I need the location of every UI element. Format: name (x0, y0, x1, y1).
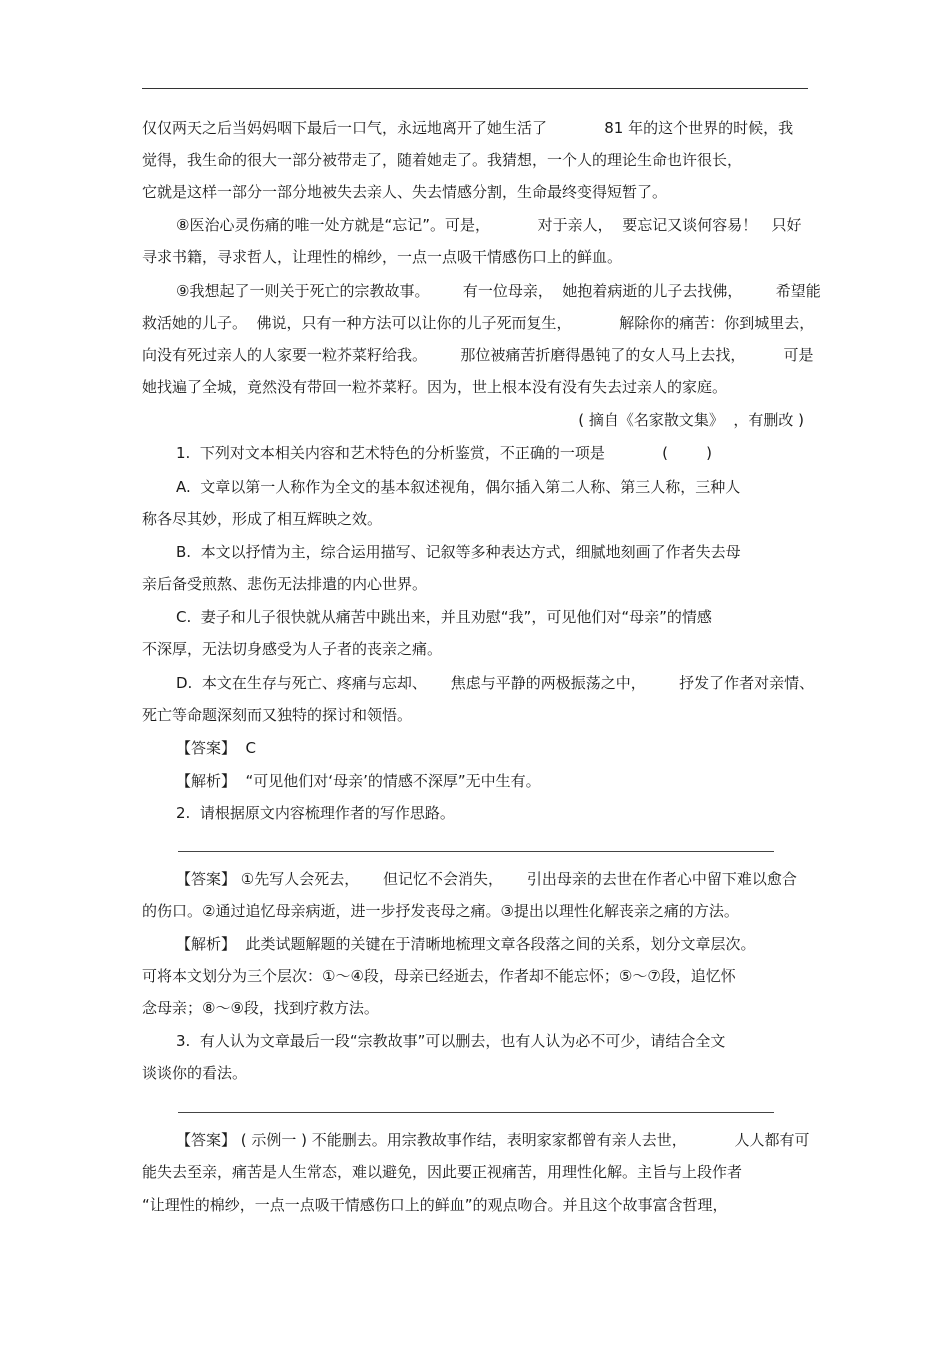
q1-answer: 【答案】 C (176, 739, 257, 757)
passage-line: 觉得，我生命的很大一部分被带走了，随着她走了。我猜想，一个人的理论生命也许很长， (142, 151, 743, 169)
passage-line: 仅仅两天之后当妈妈咽下最后一口气，永远地离开了她生活了 81 年的这个世界的时候，我 (142, 119, 794, 137)
q2-answer: 【答案】 ①先写人会死去， 但记忆不会消失， 引出母亲的去世在作者心中留下难以愈合 (176, 870, 797, 888)
paragraph-9-line: 她找遍了全城，竟然没有带回一粒芥菜籽。因为，世上根本没有没有失去过亲人的家庭。 (142, 378, 728, 396)
option-c-cont: 不深厚，无法切身感受为人子者的丧亲之痛。 (142, 640, 443, 658)
option-c: C. 妻子和儿子很快就从痛苦中跳出来，并且劝慰“我”，可见他们对“母亲”的情感 (176, 608, 712, 626)
q2-analysis-cont: 念母亲；⑧～⑨段，找到疗救方法。 (142, 999, 379, 1017)
q3-answer: 【答案】 ( 示例一 ) 不能删去。用宗教故事作结，表明家家都曾有亲人去世， 人人都有可 (176, 1131, 810, 1149)
question-2-stem: 2. 请根据原文内容梳理作者的写作思路。 (176, 804, 455, 822)
option-d-cont: 死亡等命题深刻而又独特的探讨和领悟。 (142, 706, 413, 724)
option-a: A. 文章以第一人称作为全文的基本叙述视角，偶尔插入第二人称、第三人称，三种人 (176, 478, 741, 496)
answer-blank-line (178, 1112, 774, 1113)
option-a-cont: 称各尽其妙，形成了相互辉映之效。 (142, 510, 383, 528)
answer-blank-line (178, 851, 774, 852)
question-3-stem-cont: 谈谈你的看法。 (142, 1064, 248, 1082)
paragraph-9-line: 救活她的儿子。 佛说，只有一种方法可以让你的儿子死而复生， 解除你的痛苦：你到城里去， (142, 314, 815, 332)
question-1-stem: 1. 下列对文本相关内容和艺术特色的分析鉴赏，不正确的一项是 ( ) (176, 444, 712, 462)
passage-line: 它就是这样一部分一部分地被失去亲人、失去情感分割，生命最终变得短暂了。 (142, 183, 668, 201)
q1-analysis: 【解析】 “可见他们对‘母亲’的情感不深厚”无中生有。 (176, 772, 541, 790)
q3-answer-cont: “让理性的棉纱，一点一点吸干情感伤口上的鲜血”的观点吻合。并且这个故事富含哲理， (142, 1196, 728, 1214)
q2-analysis-cont: 可将本文划分为三个层次：①～④段，母亲已经逝去，作者却不能忘怀；⑤～⑦段，追忆怀 (142, 967, 736, 985)
source-note: ( 摘自《名家散文集》 ，有删改 ) (578, 411, 804, 429)
option-b: B. 本文以抒情为主，综合运用描写、记叙等多种表达方式，细腻地刻画了作者失去母 (176, 543, 741, 561)
q3-answer-cont: 能失去至亲，痛苦是人生常态，难以避免，因此要正视痛苦，用理性化解。主旨与上段作者 (142, 1163, 743, 1181)
paragraph-9-line: ⑨我想起了一则关于死亡的宗教故事。 有一位母亲， 她抱着病逝的儿子去找佛， 希望能 (176, 282, 821, 300)
option-d: D. 本文在生存与死亡、疼痛与忘却、 焦虑与平静的两极振荡之中， 抒发了作者对亲情、 (176, 674, 815, 692)
paragraph-8-line: ⑧医治心灵伤痛的唯一处方就是“忘记”。可是， 对于亲人， 要忘记又谈何容易！ 只好 (176, 216, 802, 234)
paragraph-8-line: 寻求书籍，寻求哲人，让理性的棉纱，一点一点吸干情感伤口上的鲜血。 (142, 248, 623, 266)
option-b-cont: 亲后备受煎熬、悲伤无法排遣的内心世界。 (142, 575, 428, 593)
question-3-stem: 3. 有人认为文章最后一段“宗教故事”可以删去，也有人认为必不可少，请结合全文 (176, 1032, 726, 1050)
q2-analysis: 【解析】 此类试题解题的关键在于清晰地梳理文章各段落之间的关系，划分文章层次。 (176, 935, 756, 953)
q2-answer-cont: 的伤口。②通过追忆母亲病逝，进一步抒发丧母之痛。③提出以理性化解丧亲之痛的方法。 (142, 902, 739, 920)
header-rule (142, 88, 808, 89)
paragraph-9-line: 向没有死过亲人的人家要一粒芥菜籽给我。 那位被痛苦折磨得愚钝了的女人马上去找， 可是 (142, 346, 814, 364)
